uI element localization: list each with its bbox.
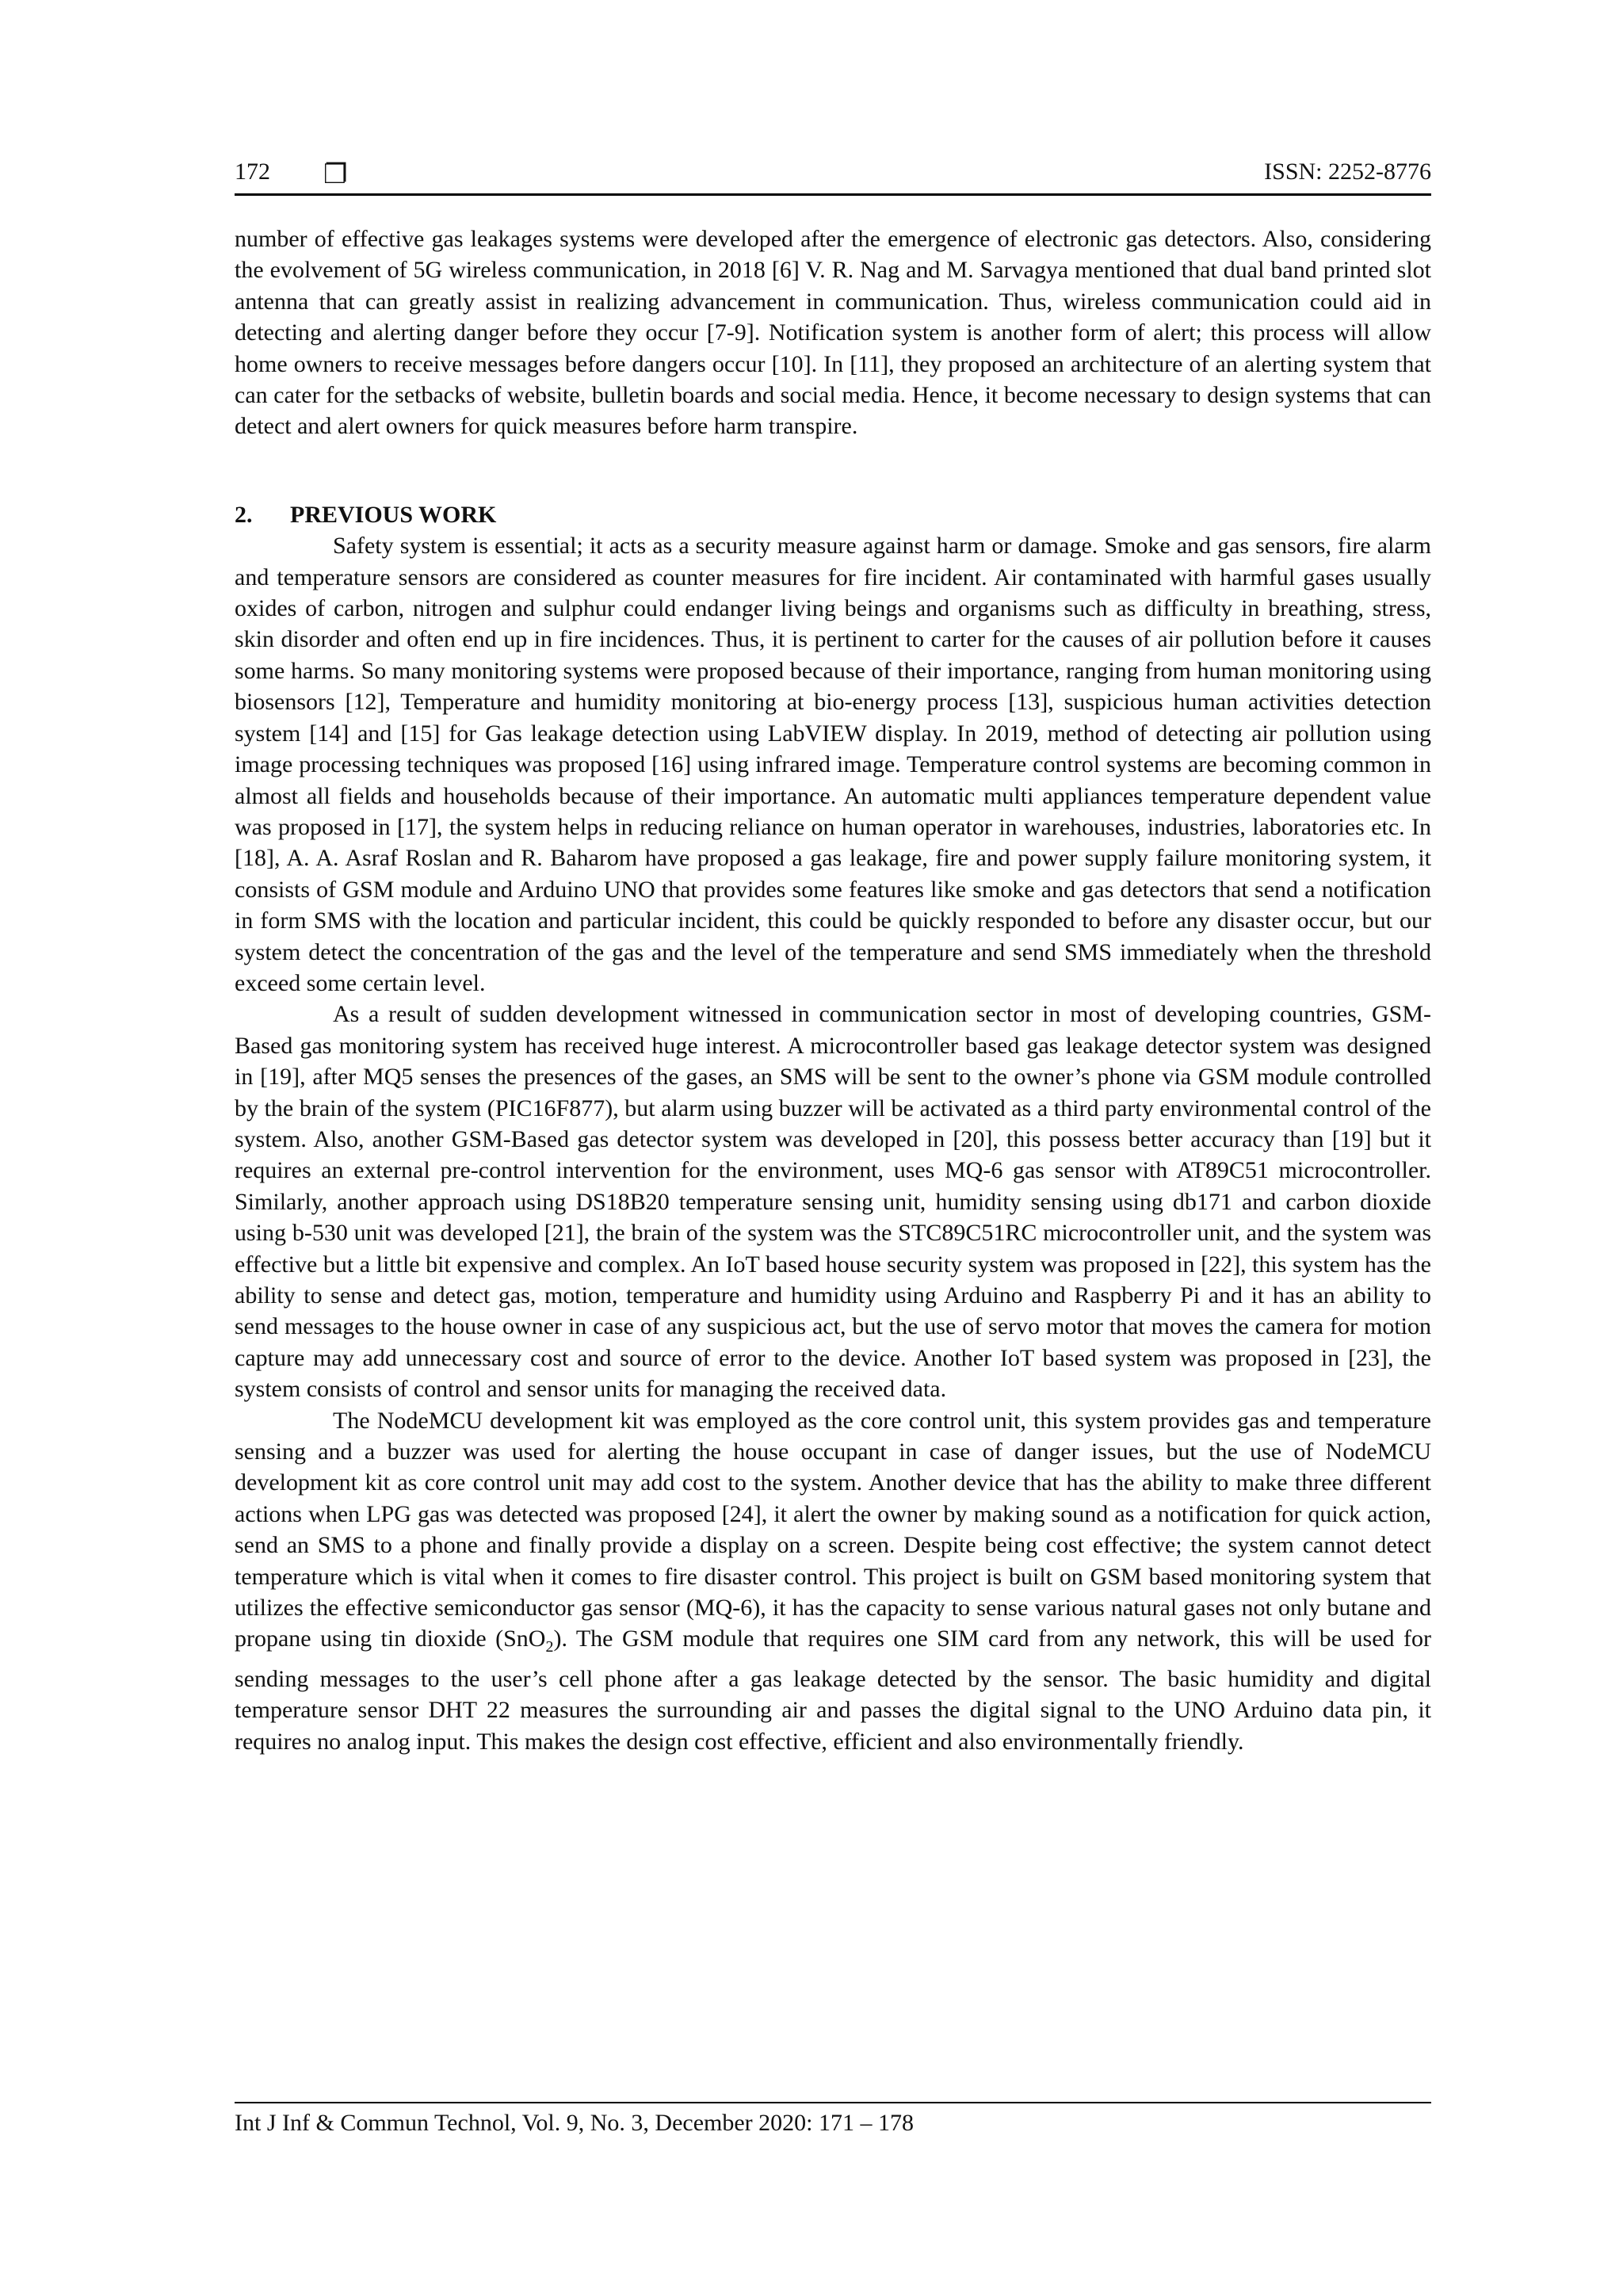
article-body xyxy=(235,223,1431,1757)
paragraph-2: As a result of sudden development witnessed in communication sector in most of developing countries, GSM-Based gas monitoring system has received huge interest. A microcontroller based gas leakage detector system was designed in [19], after MQ5 senses the presences of the gases, an SMS will be sent to the owner’s phone via GSM module controlled by the brain of the system (PIC16F877), but alarm using buzzer will be activated as a third party environmental control of the system. Also, another GSM-Based gas detector system was developed in [20], this possess better accuracy than [19] but it requires an external pre-control intervention for the environment, uses MQ-6 gas sensor with AT89C51 microcontroller. Similarly, another approach using DS18B20 temperature sensing unit, humidity sensing using db171 and carbon dioxide using b-530 unit was developed [21], the brain of the system was the STC89C51RC microcontroller unit, and the system was effective but a little bit expensive and complex. An IoT based house security system was proposed in [22], this system has the ability to sense and detect gas, motion, temperature and humidity using Arduino and Raspberry Pi and it has an ability to send messages to the house owner in case of any suspicious act, but the use of servo motor that moves the camera for motion capture may add unnecessary cost and source of error to the device. Another IoT based system was proposed in [23], the system consists of control and sensor units for managing the received data. xyxy=(235,1001,1431,1403)
section-heading-previous-work xyxy=(235,499,1431,530)
issn-label: ISSN: 2252-8776 xyxy=(1264,159,1431,185)
paragraph-3-part-1: The NodeMCU development kit was employed as the core control unit, this system provides gas and temperature sensing and a buzzer was used for alerting the house occupant in case of danger issues, but the use of NodeMCU development kit as core control unit may add cost to the system. Another device that has the ability to make three different actions when LPG gas was detected was proposed [24], it alert the owner by making sound as a notification for quick action, send an SMS to a phone and finally provide a display on a screen. Despite being cost effective; the system cannot detect temperature which is vital when it comes to fire disaster control. This project is built on GSM based monitoring system that utilizes the effective semiconductor gas sensor (MQ-6), it has the capacity to sense various natural gases not only butane and propane using tin dioxide (SnO xyxy=(235,1407,1431,1652)
square-box-icon: ❐ xyxy=(323,160,348,189)
header-rule xyxy=(235,193,1431,196)
footer-citation: Int J Inf & Commun Technol, Vol. 9, No. 3, December 2020: 171 – 178 xyxy=(235,2110,914,2136)
paragraph-3-part-2: ). The GSM module that requires one SIM card from any network, this will be used for sending messages to the user’s cell phone after a gas leakage detected by the sensor. The basic humidity and digital temperature sensor DHT 22 measures the surrounding air and passes the digital signal to the UNO Arduino data pin, it requires no analog input. This makes the design cost effective, efficient and also environmentally friendly. xyxy=(235,1626,1431,1755)
footer-rule xyxy=(235,2102,1431,2103)
subscript-2: 2 xyxy=(545,1638,554,1656)
running-header xyxy=(235,159,1431,190)
intro-continuation-paragraph: number of effective gas leakages systems were developed after the emergence of electronic gas detectors. Also, considering the evolvement of 5G wireless communication, in 2018 [6] V. R. Nag and M. Sarvagya mentioned that dual band printed slot antenna that can greatly assist in realizing advancement in communication. Thus, wireless communication could aid in detecting and alerting danger before they occur [7-9]. Notification system is another form of alert; this process will allow home owners to receive messages before dangers occur [10]. In [11], they proposed an architecture of an alerting system that can cater for the setbacks of website, bulletin boards and social media. Hence, it become necessary to design systems that can detect and alert owners for quick measures before harm transpire. xyxy=(235,226,1431,440)
paragraph-1: Safety system is essential; it acts as a security measure against harm or damage. Smoke and gas sensors, fire alarm and temperature sensors are considered as counter measures for fire incident. Air contaminated with harmful gases usually oxides of carbon, nitrogen and sulphur could endanger living beings and organisms such as difficulty in breathing, stress, skin disorder and often end up in fire incidences. Thus, it is pertinent to carter for the causes of air pollution before it causes some harms. So many monitoring systems were proposed because of their importance, ranging from human monitoring using biosensors [12], Temperature and humidity monitoring at bio-energy process [13], suspicious human activities detection system [14] and [15] for Gas leakage detection using LabVIEW display. In 2019, method of detecting air pollution using image processing techniques was proposed [16] using infrared image. Temperature control systems are becoming common in almost all fields and households because of their importance. An automatic multi appliances temperature dependent value was proposed in [17], the system helps in reducing reliance on human operator in warehouses, industries, laboratories etc. In [18], A. A. Asraf Roslan and R. Baharom have proposed a gas leakage, fire and power supply failure monitoring system, it consists of GSM module and Arduino UNO that provides some features like smoke and gas detectors that send a notification in form SMS with the location and particular incident, this could be quickly responded to before any disaster occur, but our system detect the concentration of the gas and the level of the temperature and send SMS immediately when the threshold exceed some certain level. xyxy=(235,533,1431,996)
paragraph-3 xyxy=(235,1405,1431,1757)
page-number: 172 xyxy=(235,159,270,185)
section-number: 2. xyxy=(235,501,253,528)
section-title: PREVIOUS WORK xyxy=(290,501,497,528)
